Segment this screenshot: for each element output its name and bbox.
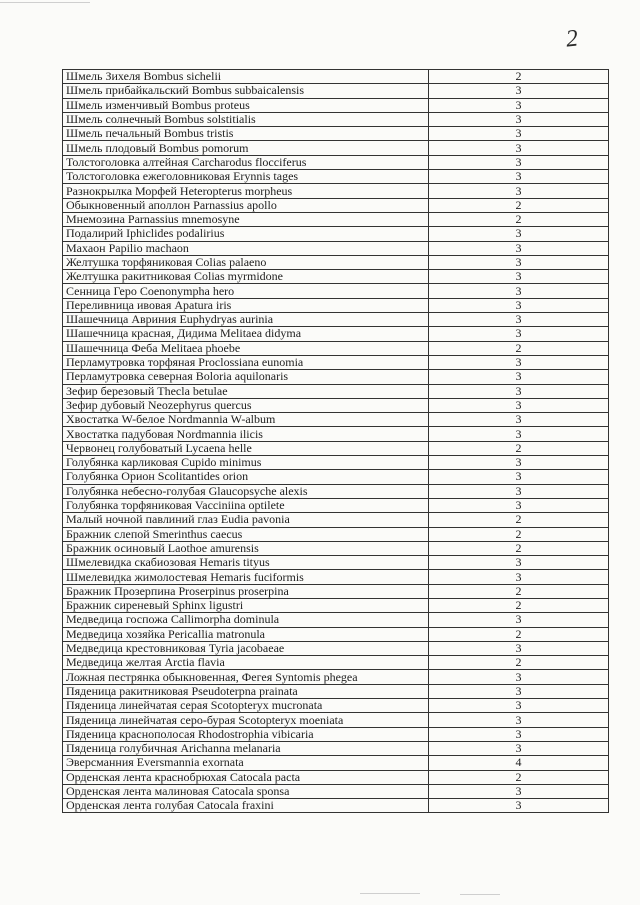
species-name-cell: Обыкновенный аполлон Parnassius apollo bbox=[63, 198, 429, 212]
category-cell: 2 bbox=[429, 527, 609, 541]
table-row bbox=[63, 556, 609, 570]
species-name-cell: Медведица хозяйка Pericallia matronula bbox=[63, 627, 429, 641]
table-row bbox=[63, 741, 609, 755]
species-name-cell: Зефир дубовый Neozephyrus quercus bbox=[63, 398, 429, 412]
table-row bbox=[63, 227, 609, 241]
species-name-cell: Перламутровка торфяная Proclossiana eunomia bbox=[63, 355, 429, 369]
species-name-cell: Бражник слепой Smerinthus caecus bbox=[63, 527, 429, 541]
species-name-cell: Медведица крестовниковая Tyria jacobaeae bbox=[63, 641, 429, 655]
table-row bbox=[63, 413, 609, 427]
table-row bbox=[63, 327, 609, 341]
table-row bbox=[63, 155, 609, 169]
species-name-cell: Шмель изменчивый Bombus proteus bbox=[63, 98, 429, 112]
scan-artifact-bottom-1 bbox=[360, 893, 420, 894]
table-row bbox=[63, 284, 609, 298]
table-row bbox=[63, 298, 609, 312]
species-name-cell: Пяденица ракитниковая Pseudoterpna prainata bbox=[63, 684, 429, 698]
species-name-cell: Шмелевидка жимолостевая Hemaris fuciformis bbox=[63, 570, 429, 584]
category-cell: 3 bbox=[429, 327, 609, 341]
category-cell: 3 bbox=[429, 270, 609, 284]
category-cell: 2 bbox=[429, 584, 609, 598]
species-name-cell: Бражник осиновый Laothoe amurensis bbox=[63, 541, 429, 555]
category-cell: 2 bbox=[429, 656, 609, 670]
species-name-cell: Пяденица линейчатая серая Scotopteryx mucronata bbox=[63, 699, 429, 713]
scan-artifact-bottom-2 bbox=[460, 894, 500, 895]
species-name-cell: Пяденица голубичная Arichanna melanaria bbox=[63, 741, 429, 755]
table-row bbox=[63, 613, 609, 627]
category-cell: 3 bbox=[429, 284, 609, 298]
species-name-cell: Орденская лента голубая Catocala fraxini bbox=[63, 799, 429, 813]
table-row bbox=[63, 341, 609, 355]
category-cell: 3 bbox=[429, 727, 609, 741]
category-cell: 3 bbox=[429, 684, 609, 698]
species-name-cell: Шмелевидка скабиозовая Hemaris tityus bbox=[63, 556, 429, 570]
table-row bbox=[63, 513, 609, 527]
table-row bbox=[63, 98, 609, 112]
species-name-cell: Толстоголовка алтейная Carcharodus flocciferus bbox=[63, 155, 429, 169]
species-name-cell: Шашечница Авриния Euphydryas aurinia bbox=[63, 313, 429, 327]
species-name-cell: Шмель солнечный Bombus solstitialis bbox=[63, 112, 429, 126]
table-row bbox=[63, 212, 609, 226]
table-row bbox=[63, 355, 609, 369]
category-cell: 2 bbox=[429, 627, 609, 641]
species-name-cell: Хвостатка падубовая Nordmannia ilicis bbox=[63, 427, 429, 441]
species-name-cell: Ложная пестрянка обыкновенная, Фегея Syntomis phegea bbox=[63, 670, 429, 684]
species-name-cell: Голубянка карликовая Cupido minimus bbox=[63, 456, 429, 470]
table-row bbox=[63, 470, 609, 484]
species-name-cell: Разнокрылка Морфей Heteropterus morpheus bbox=[63, 184, 429, 198]
category-cell: 3 bbox=[429, 570, 609, 584]
table-row bbox=[63, 456, 609, 470]
category-cell: 2 bbox=[429, 598, 609, 612]
table-row bbox=[63, 498, 609, 512]
table-row bbox=[63, 170, 609, 184]
species-name-cell: Шмель Зихеля Bombus sichelii bbox=[63, 70, 429, 84]
category-cell: 3 bbox=[429, 799, 609, 813]
table-row bbox=[63, 727, 609, 741]
category-cell: 3 bbox=[429, 427, 609, 441]
species-name-cell: Бражник Прозерпина Proserpinus proserpina bbox=[63, 584, 429, 598]
table-row bbox=[63, 398, 609, 412]
table-row bbox=[63, 241, 609, 255]
species-name-cell: Орденская лента малиновая Catocala sponsa bbox=[63, 784, 429, 798]
species-name-cell: Переливница ивовая Apatura iris bbox=[63, 298, 429, 312]
category-cell: 3 bbox=[429, 641, 609, 655]
table-row bbox=[63, 584, 609, 598]
category-cell: 3 bbox=[429, 298, 609, 312]
table-row bbox=[63, 756, 609, 770]
species-name-cell: Орденская лента краснобрюхая Catocala pacta bbox=[63, 770, 429, 784]
category-cell: 2 bbox=[429, 198, 609, 212]
species-name-cell: Шашечница красная, Дидима Melitaea didyma bbox=[63, 327, 429, 341]
table-row bbox=[63, 112, 609, 126]
category-cell: 3 bbox=[429, 398, 609, 412]
species-name-cell: Сенница Геро Coenonympha hero bbox=[63, 284, 429, 298]
species-name-cell: Червонец голубоватый Lycaena helle bbox=[63, 441, 429, 455]
category-cell: 3 bbox=[429, 112, 609, 126]
category-cell: 3 bbox=[429, 556, 609, 570]
species-name-cell: Зефир березовый Thecla betulae bbox=[63, 384, 429, 398]
species-name-cell: Шашечница Феба Melitaea phoebe bbox=[63, 341, 429, 355]
page-number: 2 bbox=[564, 25, 580, 53]
category-cell: 3 bbox=[429, 241, 609, 255]
species-name-cell: Шмель плодовый Bombus pomorum bbox=[63, 141, 429, 155]
category-cell: 2 bbox=[429, 441, 609, 455]
species-table bbox=[62, 69, 609, 813]
table-row bbox=[63, 384, 609, 398]
table-row bbox=[63, 799, 609, 813]
table-row bbox=[63, 441, 609, 455]
category-cell: 3 bbox=[429, 84, 609, 98]
table-row bbox=[63, 370, 609, 384]
species-name-cell: Шмель прибайкальский Bombus subbaicalensis bbox=[63, 84, 429, 98]
table-row bbox=[63, 784, 609, 798]
category-cell: 3 bbox=[429, 484, 609, 498]
table-row bbox=[63, 699, 609, 713]
species-name-cell: Мнемозина Parnassius mnemosyne bbox=[63, 212, 429, 226]
table-row bbox=[63, 713, 609, 727]
species-name-cell: Желтушка торфяниковая Colias palaeno bbox=[63, 255, 429, 269]
category-cell: 3 bbox=[429, 170, 609, 184]
table-row bbox=[63, 627, 609, 641]
species-name-cell: Желтушка ракитниковая Colias myrmidone bbox=[63, 270, 429, 284]
category-cell: 3 bbox=[429, 670, 609, 684]
category-cell: 3 bbox=[429, 384, 609, 398]
species-name-cell: Медведица госпожа Callimorpha dominula bbox=[63, 613, 429, 627]
species-name-cell: Голубянка торфяниковая Vacciniina optilete bbox=[63, 498, 429, 512]
table-row bbox=[63, 141, 609, 155]
category-cell: 3 bbox=[429, 313, 609, 327]
species-name-cell: Перламутровка северная Boloria aquilonaris bbox=[63, 370, 429, 384]
category-cell: 3 bbox=[429, 127, 609, 141]
table-row bbox=[63, 684, 609, 698]
species-name-cell: Малый ночной павлиний глаз Eudia pavonia bbox=[63, 513, 429, 527]
species-name-cell: Толстоголовка ежеголовниковая Erynnis tages bbox=[63, 170, 429, 184]
table-row bbox=[63, 184, 609, 198]
species-name-cell: Хвостатка W-белое Nordmannia W-album bbox=[63, 413, 429, 427]
species-name-cell: Шмель печальный Bombus tristis bbox=[63, 127, 429, 141]
table-row bbox=[63, 127, 609, 141]
species-name-cell: Эверсманния Eversmannia exornata bbox=[63, 756, 429, 770]
category-cell: 3 bbox=[429, 498, 609, 512]
species-name-cell: Медведица желтая Arctia flavia bbox=[63, 656, 429, 670]
category-cell: 3 bbox=[429, 699, 609, 713]
category-cell: 3 bbox=[429, 470, 609, 484]
table-row bbox=[63, 598, 609, 612]
category-cell: 2 bbox=[429, 513, 609, 527]
category-cell: 2 bbox=[429, 70, 609, 84]
table-row bbox=[63, 570, 609, 584]
category-cell: 2 bbox=[429, 541, 609, 555]
table-row bbox=[63, 313, 609, 327]
category-cell: 3 bbox=[429, 255, 609, 269]
category-cell: 3 bbox=[429, 227, 609, 241]
table-row bbox=[63, 198, 609, 212]
table-row bbox=[63, 255, 609, 269]
category-cell: 3 bbox=[429, 184, 609, 198]
scan-artifact-top bbox=[0, 2, 90, 3]
category-cell: 4 bbox=[429, 756, 609, 770]
category-cell: 3 bbox=[429, 741, 609, 755]
species-name-cell: Голубянка небесно-голубая Glaucopsyche alexis bbox=[63, 484, 429, 498]
table-row bbox=[63, 670, 609, 684]
species-name-cell: Пяденица краснополосая Rhodostrophia vibicaria bbox=[63, 727, 429, 741]
table-row bbox=[63, 484, 609, 498]
species-name-cell: Голубянка Орион Scolitantides orion bbox=[63, 470, 429, 484]
table-row bbox=[63, 641, 609, 655]
table-row bbox=[63, 70, 609, 84]
category-cell: 3 bbox=[429, 155, 609, 169]
species-name-cell: Пяденица линейчатая серо-бурая Scotopteryx moeniata bbox=[63, 713, 429, 727]
category-cell: 3 bbox=[429, 713, 609, 727]
category-cell: 3 bbox=[429, 355, 609, 369]
category-cell: 3 bbox=[429, 98, 609, 112]
category-cell: 2 bbox=[429, 341, 609, 355]
species-name-cell: Бражник сиреневый Sphinx ligustri bbox=[63, 598, 429, 612]
category-cell: 3 bbox=[429, 456, 609, 470]
category-cell: 3 bbox=[429, 784, 609, 798]
category-cell: 3 bbox=[429, 613, 609, 627]
species-table-body bbox=[63, 70, 609, 813]
table-row bbox=[63, 527, 609, 541]
category-cell: 3 bbox=[429, 141, 609, 155]
category-cell: 2 bbox=[429, 770, 609, 784]
category-cell: 2 bbox=[429, 212, 609, 226]
category-cell: 3 bbox=[429, 370, 609, 384]
species-name-cell: Подалирий Iphiclides podalirius bbox=[63, 227, 429, 241]
table-row bbox=[63, 541, 609, 555]
category-cell: 3 bbox=[429, 413, 609, 427]
table-row bbox=[63, 84, 609, 98]
table-row bbox=[63, 427, 609, 441]
table-row bbox=[63, 656, 609, 670]
species-name-cell: Махаон Papilio machaon bbox=[63, 241, 429, 255]
table-row bbox=[63, 270, 609, 284]
table-row bbox=[63, 770, 609, 784]
